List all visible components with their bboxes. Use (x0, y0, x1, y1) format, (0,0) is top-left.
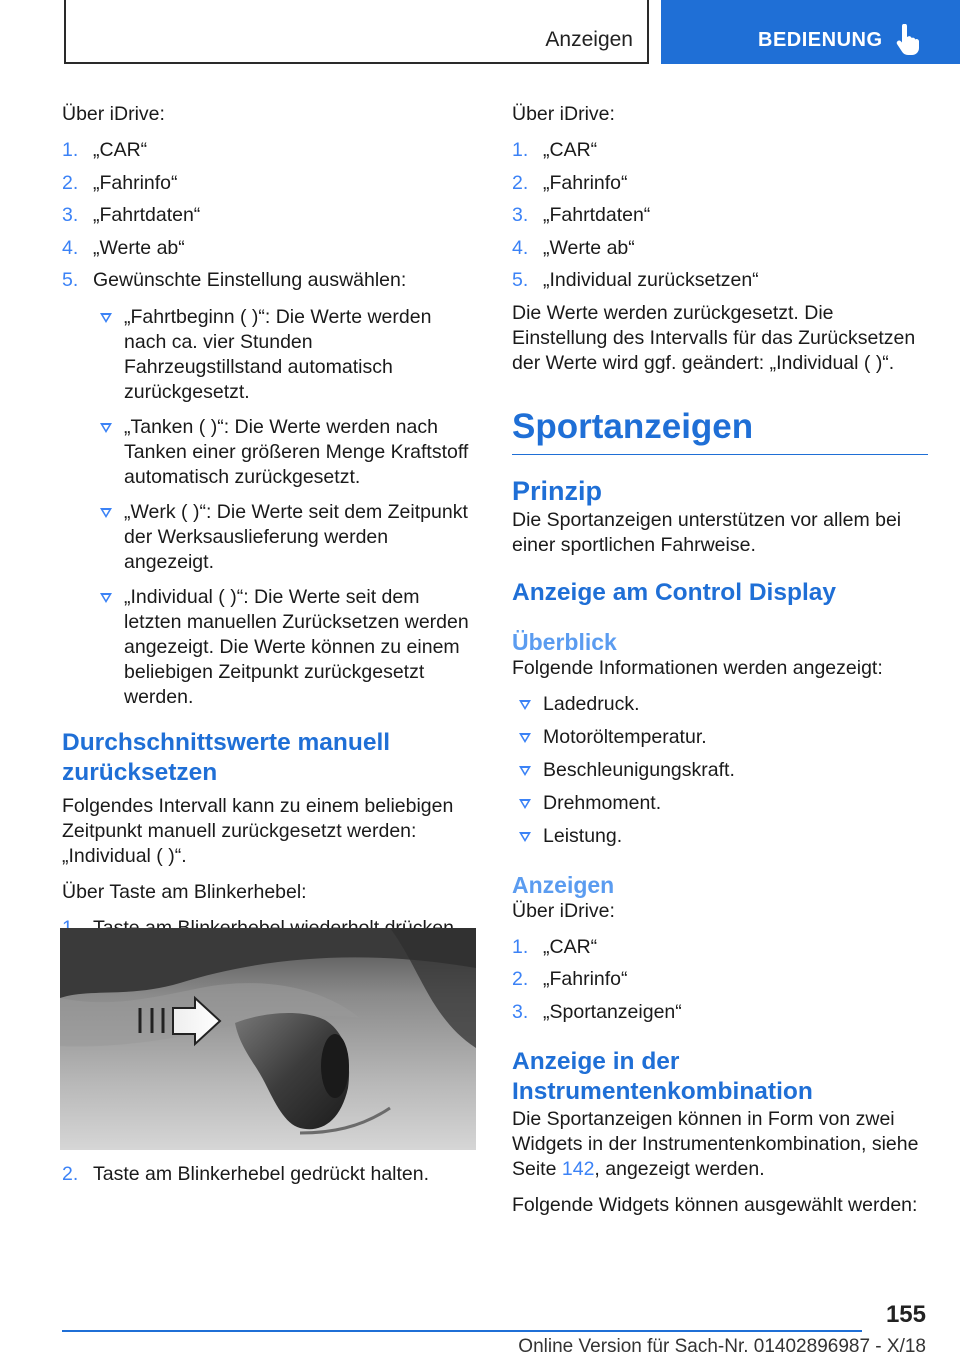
list-item: Leistung. (512, 824, 928, 849)
header-chapter-box (661, 0, 960, 64)
list-item: 1. „CAR“ (62, 139, 148, 161)
sport-title: Sportanzeigen (512, 406, 928, 455)
left-step2-wrap (62, 1162, 476, 1195)
header-section-box (64, 0, 649, 64)
left-column (62, 102, 476, 999)
triangle-bullet-icon (519, 733, 531, 743)
triangle-bullet-icon (100, 593, 112, 603)
cluster-heading: Anzeige in der Instrumentenkombination (512, 1047, 813, 1105)
list-item: 1. „CAR“ (512, 139, 598, 161)
list-item: 3. „Fahrtdaten“ (62, 204, 201, 226)
list-item: Ladedruck. (512, 692, 928, 717)
list-item: 1. „CAR“ (512, 935, 598, 958)
list-item: 5. Gewünschte Einstellung auswählen: „Fahrtbeginn ( )“: Die Werte werden nach ca. vier Stunden Fahrzeugstillstand automatisch zurückgesetzt. „Tanken ( )“: Die Werte werden nach Tanken einer größeren Menge Kraftstoff automatisch zurückgesetzt. „Werk ( )“: Die Werte seit dem Zeitpunkt der Werksauslieferung werden angezeigt. „Individual ( )“: Die Werte seit dem letzten manuellen Zurücksetzen werden angezeigt. Die Werte können zu einem beliebigen Zeitpunkt zurückgesetzt werden. (62, 268, 476, 710)
triangle-bullet-icon (519, 799, 531, 809)
triangle-bullet-icon (100, 508, 112, 518)
left-steps (62, 138, 476, 710)
list-item: „Tanken ( )“: Die Werte werden nach Tanken einer größeren Menge Kraftstoff automatisch zurückgesetzt. (93, 415, 476, 490)
result-text: Die Werte werden zurückgesetzt. Die Einstellung des Intervalls für das Zurücksetzen der Werte wird ggf. geändert: „Individual ( )“. (512, 301, 916, 374)
turn-signal-lever-photo (60, 928, 476, 1150)
list-item: Drehmoment. (512, 791, 928, 816)
footer-divider (62, 1330, 862, 1332)
cluster-text: Die Sportanzeigen können in Form von zwei Widgets in der Instrumentenkombination, siehe Seite 142, angezeigt werden. (512, 1107, 919, 1180)
list-item: 4. „Werte ab“ (512, 236, 635, 259)
list-item: 5. „Individual zurücksetzen“ (512, 269, 759, 291)
show-heading: Anzeigen (512, 871, 615, 898)
list-item: 2. „Fahrinfo“ (512, 171, 628, 194)
overview-heading: Überblick (512, 628, 617, 655)
right-column (512, 102, 928, 1229)
triangle-bullet-icon (519, 832, 531, 842)
list-item: „Werk ( )“: Die Werte seit dem Zeitpunkt der Werksauslieferung werden angezeigt. (93, 500, 476, 575)
triangle-bullet-icon (100, 313, 112, 323)
page-link[interactable]: 142 (561, 1157, 595, 1180)
reset-text: Folgendes Intervall kann zu einem beliebigen Zeitpunkt manuell zurückgesetzt werden: „Individual ( )“. (62, 795, 454, 867)
list-item: 3. „Fahrtdaten“ (512, 204, 651, 226)
reset-heading: Durchschnittswerte manuell zurücksetzen (62, 729, 391, 786)
list-item: 2. „Fahrinfo“ (512, 968, 628, 990)
page-number: 155 (885, 1301, 926, 1328)
list-item: 2. „Fahrinfo“ (62, 171, 178, 194)
option-list (93, 305, 476, 710)
hand-pointer-icon (895, 24, 921, 56)
list-item: 4. „Werte ab“ (62, 236, 185, 259)
list-item: „Fahrtbeginn ( )“: Die Werte werden nach ca. vier Stunden Fahrzeugstillstand automatisch zurückgesetzt. (93, 305, 476, 405)
show-steps (512, 935, 928, 1025)
header-chapter-title: BEDIENUNG (758, 29, 883, 51)
display-heading: Anzeige am Control Display (512, 578, 837, 606)
overview-text: Folgende Informationen werden angezeigt: (512, 656, 883, 679)
list-item: „Individual ( )“: Die Werte seit dem letzten manuellen Zurücksetzen werden angezeigt. Die Werte können zu einem beliebigen Zeitpunkt zurückgesetzt werden. (93, 585, 476, 710)
footer-text: Online Version für Sach-Nr. 01402896987 - X/18 (518, 1336, 926, 1357)
list-item: 2. Taste am Blinkerhebel gedrückt halten. (62, 1163, 430, 1185)
button-intro: Über Taste am Blinkerhebel: (62, 881, 307, 903)
triangle-bullet-icon (519, 700, 531, 710)
list-item: Beschleunigungskraft. (512, 758, 928, 783)
show-intro: Über iDrive: (512, 899, 615, 922)
list-item: Motoröltemperatur. (512, 725, 928, 750)
overview-list (512, 692, 928, 849)
widgets-text: Folgende Widgets können ausgewählt werden: (512, 1193, 918, 1216)
left-intro: Über iDrive: (62, 103, 165, 125)
right-steps (512, 138, 928, 293)
header-section-title: Anzeigen (545, 28, 633, 51)
triangle-bullet-icon (519, 766, 531, 776)
principle-text: Die Sportanzeigen unterstützen vor allem bei einer sportlichen Fahrweise. (512, 508, 902, 556)
list-item: 3. „Sportanzeigen“ (512, 1000, 682, 1023)
principle-heading: Prinzip (512, 475, 603, 506)
triangle-bullet-icon (100, 423, 112, 433)
right-intro: Über iDrive: (512, 103, 615, 125)
